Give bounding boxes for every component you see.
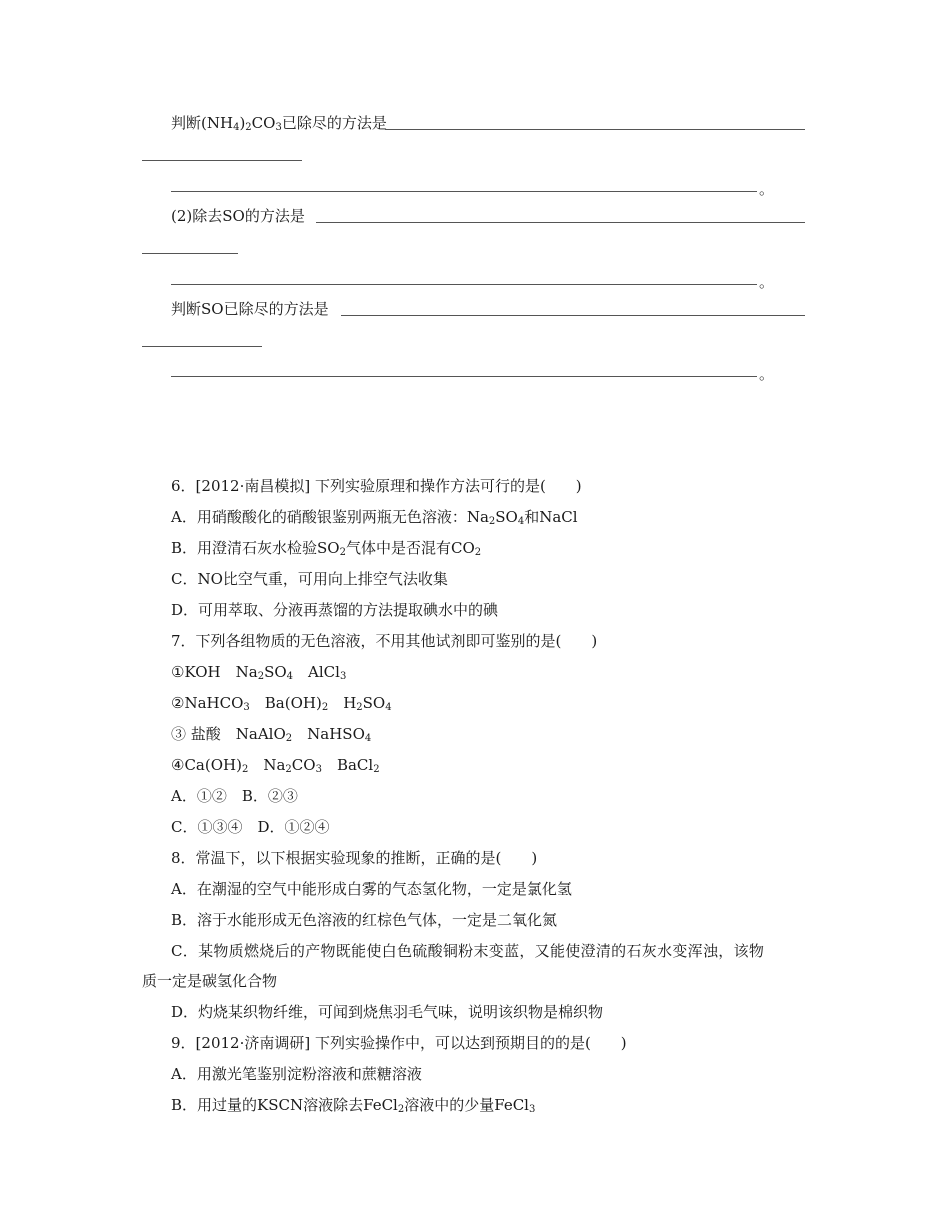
question-8-option-b: B．溶于水能形成无色溶液的红棕色气体，一定是二氧化氮 xyxy=(171,911,558,929)
question-7-stem: 7．下列各组物质的无色溶液，不用其他试剂即可鉴别的是( ) xyxy=(171,632,598,650)
period: 。 xyxy=(759,273,775,291)
answer-blank[interactable] xyxy=(316,222,805,223)
question-8-stem: 8．常温下，以下根据实验现象的推断，正确的是( ) xyxy=(171,849,538,867)
answer-blank[interactable] xyxy=(385,129,805,130)
answer-blank[interactable] xyxy=(171,284,757,285)
question-8-option-c-line1: C．某物质燃烧后的产物既能使白色硫酸铜粉末变蓝，又能使澄清的石灰水变浑浊，该物 xyxy=(171,942,765,960)
question-7-options-ab: A．①② B．②③ xyxy=(171,787,298,805)
question-7-group-4: $④Ca(OH)_2$ $Na_2CO_3$ BaCl$_2$ xyxy=(171,756,380,775)
question-6-option-b: B．用澄清石灰水检验$SO_2$气体中是否混有$CO_2$ xyxy=(171,539,482,558)
question-8-option-c-line2: 质一定是碳氢化合物 xyxy=(142,972,278,990)
answer-blank[interactable] xyxy=(142,253,238,254)
answer-blank[interactable] xyxy=(171,376,757,377)
period: 。 xyxy=(759,365,775,383)
question-nh4-removed: 判断$(NH_4)_2CO_3$已除尽的方法是 xyxy=(171,114,387,133)
question-remove-so: (2)除去SO的方法是 xyxy=(171,207,305,225)
answer-blank[interactable] xyxy=(341,315,805,316)
question-8-option-d: D．灼烧某织物纤维，可闻到烧焦羽毛气味，说明该织物是棉织物 xyxy=(171,1003,604,1021)
question-7-group-3: ③ 盐酸 NaAlO$_2$ NaHSO$_4$ xyxy=(171,725,372,744)
question-7-group-1: ①KOH $Na_2SO_4$ AlCl$_3$ xyxy=(171,663,347,682)
question-9-stem: 9．[2012·济南调研] 下列实验操作中，可以达到预期目的的是( ) xyxy=(171,1034,627,1052)
question-6-option-c: C．NO比空气重，可用向上排空气法收集 xyxy=(171,570,448,588)
question-6-option-d: D．可用萃取、分液再蒸馏的方法提取碘水中的碘 xyxy=(171,601,499,619)
question-6-option-a: A．用硝酸酸化的硝酸银鉴别两瓶无色溶液：$Na_2SO_4$和NaCl xyxy=(171,508,578,527)
answer-blank[interactable] xyxy=(171,191,757,192)
question-7-options-cd: C．①③④ D．①②④ xyxy=(171,818,330,836)
period: 。 xyxy=(759,180,775,198)
question-6-stem: 6．[2012·南昌模拟] 下列实验原理和操作方法可行的是( ) xyxy=(171,477,582,495)
question-so-removed: 判断SO已除尽的方法是 xyxy=(171,300,329,318)
question-8-option-a: A．在潮湿的空气中能形成白雾的气态氢化物，一定是氯化氢 xyxy=(171,880,572,898)
question-9-option-a: A．用激光笔鉴别淀粉溶液和蔗糖溶液 xyxy=(171,1065,422,1083)
question-9-option-b: B．用过量的KSCN溶液除去FeCl$_2$溶液中的少量FeCl$_3$ xyxy=(171,1096,536,1115)
answer-blank[interactable] xyxy=(142,160,302,161)
answer-blank[interactable] xyxy=(142,346,262,347)
question-7-group-2: ②NaHCO$_3$ $Ba(OH)_2$ $H_2SO_4$ xyxy=(171,694,392,713)
